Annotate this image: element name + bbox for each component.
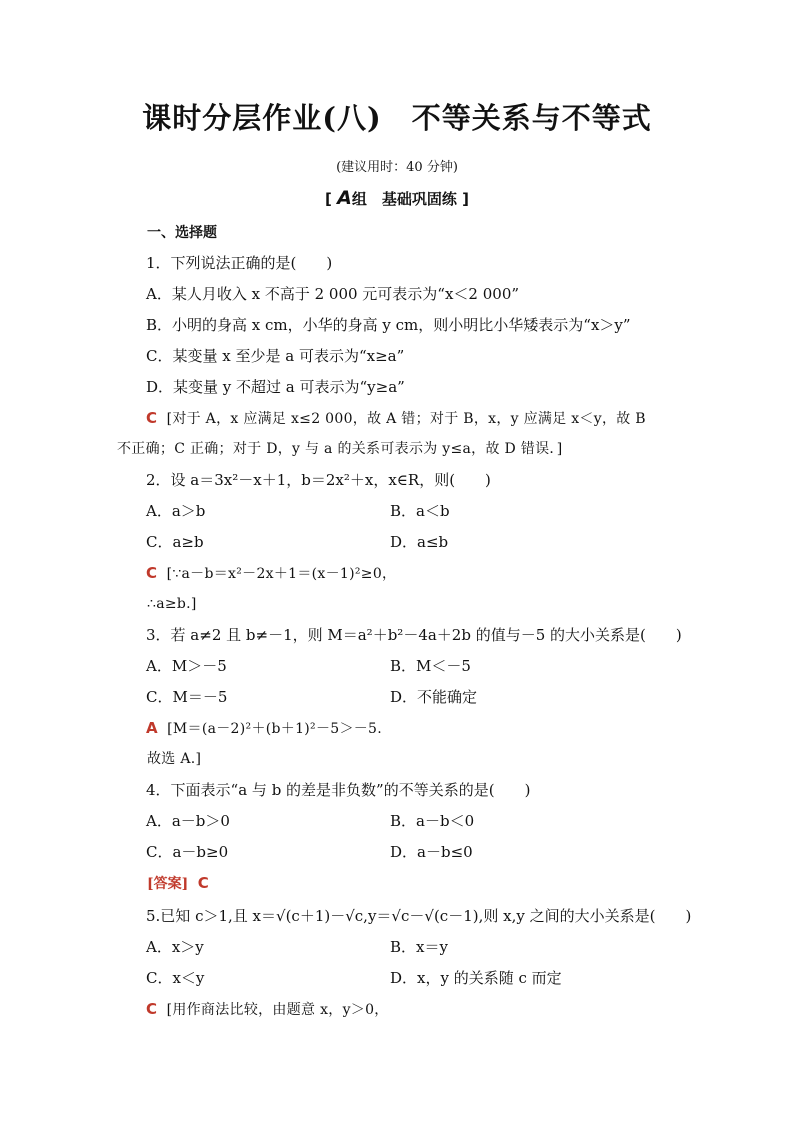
page-title — [0, 96, 794, 137]
q3-stem: 3．若 a≠2 且 b≠－1，则 M＝a²＋b²－4a＋2b 的值与－5 的大小关系是( ) — [146, 626, 682, 644]
q3-option-a: A．M＞－5 — [146, 657, 227, 675]
q1-option-c: C．某变量 x 至少是 a 可表示为“x≥a” — [146, 347, 405, 365]
q4-option-b: B．a－b＜0 — [390, 812, 475, 830]
q5-stem: 5.已知 c＞1,且 x＝√(c＋1)－√c,y＝√c－√(c－1),则 x,y 之间的大小关系是( ) — [146, 907, 692, 925]
title-part-2: 不等关系与不等式 — [411, 101, 652, 135]
q3-answer-line-2: 故选 A.] — [147, 751, 202, 767]
q2-option-a: A．a＞b — [146, 502, 206, 520]
q2-answer-letter: C — [146, 564, 158, 582]
q3-option-d: D．不能确定 — [390, 688, 478, 706]
q2-option-d: D．a≤b — [390, 533, 449, 551]
section-heading: 一、选择题 — [147, 225, 217, 241]
q3-answer — [146, 718, 382, 739]
q4-answer-letter: C — [197, 874, 209, 892]
q5-option-a: A．x＞y — [146, 938, 204, 956]
q2-stem: 2．设 a＝3x²－x＋1，b＝2x²＋x，x∈R，则( ) — [146, 471, 491, 489]
q2-answer-line-1: [∵a－b＝x²－2x＋1＝(x－1)²≥0， — [166, 566, 397, 582]
q2-option-b: B．a＜b — [390, 502, 450, 520]
q1-answer — [146, 408, 646, 429]
q4-answer — [147, 873, 209, 894]
q2-answer — [146, 563, 396, 584]
q4-option-d: D．a－b≤0 — [390, 843, 473, 861]
q1-answer-line-1: [对于 A，x 应满足 x≤2 000，故 A 错；对于 B，x，y 应满足 x＜y，故 B — [166, 411, 646, 427]
group-label: 组 基础巩固练 — [351, 190, 457, 208]
group-letter: A — [337, 187, 352, 209]
q5-answer-line-1: [用作商法比较，由题意 x，y＞0， — [166, 1002, 389, 1018]
q2-option-c: C．a≥b — [146, 533, 204, 551]
q1-option-a: A．某人月收入 x 不高于 2 000 元可表示为“x＜2 000” — [146, 285, 520, 303]
q4-option-a: A．a－b＞0 — [146, 812, 230, 830]
q1-option-d: D．某变量 y 不超过 a 可表示为“y≥a” — [146, 378, 405, 396]
q3-answer-line-1: [M＝(a－2)²＋(b＋1)²－5＞－5. — [167, 721, 383, 737]
q5-answer-letter: C — [146, 1000, 158, 1018]
q1-answer-letter: C — [146, 409, 158, 427]
group-bracket-open: [ — [325, 190, 332, 208]
title-part-1: 课时分层作业(八) — [142, 101, 382, 135]
q3-answer-letter: A — [146, 719, 158, 737]
suggested-time: (建议用时：40 分钟) — [336, 160, 458, 175]
group-bracket-close: ] — [462, 190, 469, 208]
q5-option-c: C．x＜y — [146, 969, 205, 987]
q4-option-c: C．a－b≥0 — [146, 843, 229, 861]
q5-option-b: B．x＝y — [390, 938, 448, 956]
q4-stem: 4．下面表示“a 与 b 的差是非负数”的不等关系的是( ) — [146, 781, 531, 799]
q3-option-c: C．M＝－5 — [146, 688, 228, 706]
q4-answer-label: [答案] — [147, 876, 189, 892]
q1-answer-line-2: 不正确；C 正确；对于 D，y 与 a 的关系可表示为 y≤a，故 D 错误．] — [117, 441, 563, 457]
q2-answer-line-2: ∴a≥b.] — [147, 596, 197, 612]
q3-option-b: B．M＜－5 — [390, 657, 471, 675]
q5-option-d: D．x，y 的关系随 c 而定 — [390, 969, 562, 987]
group-heading — [0, 187, 794, 209]
q1-option-b: B．小明的身高 x cm，小华的身高 y cm，则小明比小华矮表示为“x＞y” — [146, 316, 631, 334]
q1-stem: 1．下列说法正确的是( ) — [146, 254, 333, 272]
q5-answer — [146, 999, 389, 1020]
